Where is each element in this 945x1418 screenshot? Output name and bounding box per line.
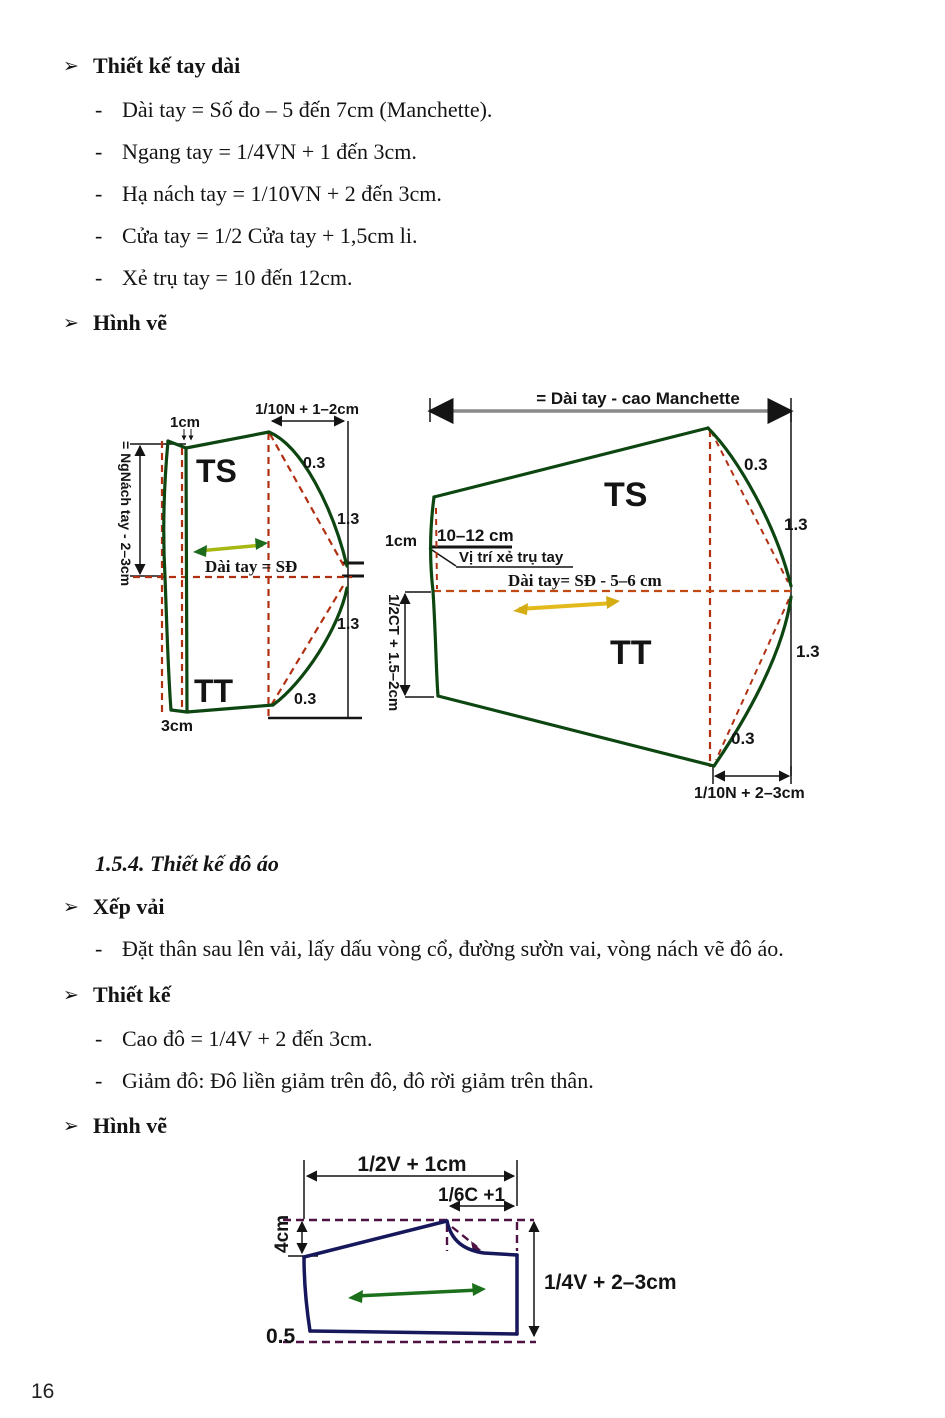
yoke-diagram: [266, 1153, 677, 1348]
heading-figure-2: [63, 1113, 167, 1139]
label-4cm: 4cm: [272, 1214, 293, 1253]
sleeve-pattern-figure: [95, 380, 860, 820]
list-item-text: Ngang tay = 1/4VN + 1 đến 3cm.: [122, 139, 417, 164]
dash-bullet: -: [95, 1068, 103, 1093]
heading-text: Thiết kế: [93, 982, 171, 1007]
heading-text: Hình vẽ: [93, 1113, 167, 1138]
label-dai-tay: Dài tay= SĐ - 5–6 cm: [508, 571, 662, 590]
label-0.3-bottom: 0.3: [731, 729, 755, 748]
label-top-measure: = Dài tay - cao Manchette: [536, 389, 740, 408]
yoke-pattern-figure: [245, 1145, 710, 1360]
dash-bullet: -: [95, 223, 103, 248]
dash-bullet: -: [95, 181, 103, 206]
list-item-text: Cửa tay = 1/2 Cửa tay + 1,5cm li.: [122, 223, 418, 248]
label-1.3-bottom: 1.3: [796, 642, 820, 661]
label-1.3-top: 1.3: [337, 511, 360, 528]
label-top-measure: 1/2V + 1cm: [357, 1153, 467, 1176]
label-ts: TS: [196, 453, 237, 489]
list-item: [95, 181, 442, 207]
page-number: 16: [31, 1380, 55, 1403]
heading-design: [63, 982, 171, 1008]
label-ts: TS: [604, 476, 648, 514]
label-0.3-bottom: 0.3: [294, 691, 317, 708]
grain-arrow: [348, 1283, 486, 1303]
list-item: [95, 1026, 373, 1052]
list-item-text: Hạ nách tay = 1/10VN + 2 đến 3cm.: [122, 181, 442, 206]
list-item-text: Dài tay = Số đo – 5 đến 7cm (Manchette).: [122, 97, 493, 122]
arrow-bullet-icon: ➢: [63, 1115, 79, 1137]
label-3cm: 3cm: [161, 718, 194, 735]
arrow-bullet-icon: ➢: [63, 984, 79, 1006]
label-placket-length: 10–12 cm: [437, 526, 514, 545]
list-item: [95, 97, 492, 123]
heading-sleeve-design: [63, 53, 240, 79]
label-0.3-top: 0.3: [303, 455, 326, 472]
dash-bullet: -: [95, 936, 103, 961]
yoke-outline: [304, 1221, 517, 1334]
list-item-text: Xẻ trụ tay = 10 đến 12cm.: [122, 265, 353, 290]
list-item: [95, 139, 417, 165]
arrow-bullet-icon: ➢: [63, 312, 79, 334]
label-1cm: 1cm: [170, 414, 201, 431]
construction-dashed-lines: [283, 1220, 536, 1342]
dash-bullet: -: [95, 1026, 103, 1051]
sleeve-cuff-diagram: [118, 401, 364, 735]
heading-fabric-layout: [63, 894, 165, 920]
list-item: [95, 1068, 594, 1094]
label-neck-measure: 1/6C +1: [438, 1185, 506, 1206]
dash-bullet: -: [95, 265, 103, 290]
heading-text: Hình vẽ: [93, 310, 167, 335]
list-item: [95, 265, 353, 291]
label-bottom-measure: 1/10N + 2–3cm: [694, 785, 805, 802]
label-1.3-bottom: 1.3: [337, 616, 360, 633]
label-placket-position: Vị trí xẻ trụ tay: [459, 549, 564, 566]
arrow-bullet-icon: ➢: [63, 55, 79, 77]
dash-bullet: -: [95, 139, 103, 164]
sleeve-full-diagram: [385, 389, 820, 802]
grain-arrow: [513, 596, 620, 615]
section-heading-1-5-4: 1.5.4. Thiết kế đô áo: [95, 851, 279, 876]
list-item-text: Đặt thân sau lên vải, lấy dấu vòng cổ, đường sườn vai, vòng nách vẽ đô áo.: [122, 936, 784, 961]
label-dai-tay: Dài tay = SĐ: [205, 557, 298, 576]
grain-arrow: [193, 538, 268, 557]
label-top-measure: 1/10N + 1–2cm: [255, 401, 359, 418]
label-tt: TT: [194, 673, 234, 709]
list-item: [95, 936, 784, 962]
heading-text: Thiết kế tay dài: [93, 53, 241, 78]
list-item-text: Giảm đô: Đô liền giảm trên đô, đô rời giảm trên thân.: [122, 1068, 594, 1093]
label-side-measure: 1/2CT + 1.5–2cm: [385, 594, 402, 712]
label-side-measure: = NgNách tay - 2–3cm: [118, 441, 134, 587]
list-item: [95, 223, 418, 249]
label-1cm: 1cm: [385, 533, 418, 550]
label-0.3-top: 0.3: [744, 455, 768, 474]
label-right-measure: 1/4V + 2–3cm: [544, 1271, 677, 1294]
heading-text: Xếp vải: [93, 894, 165, 919]
list-item-text: Cao đô = 1/4V + 2 đến 3cm.: [122, 1026, 373, 1051]
label-tt: TT: [610, 634, 652, 672]
dash-bullet: -: [95, 97, 103, 122]
label-1.3-top: 1.3: [784, 515, 808, 534]
heading-figure-1: [63, 310, 167, 336]
label-0.5: 0.5: [266, 1325, 296, 1348]
arrow-bullet-icon: ➢: [63, 896, 79, 918]
